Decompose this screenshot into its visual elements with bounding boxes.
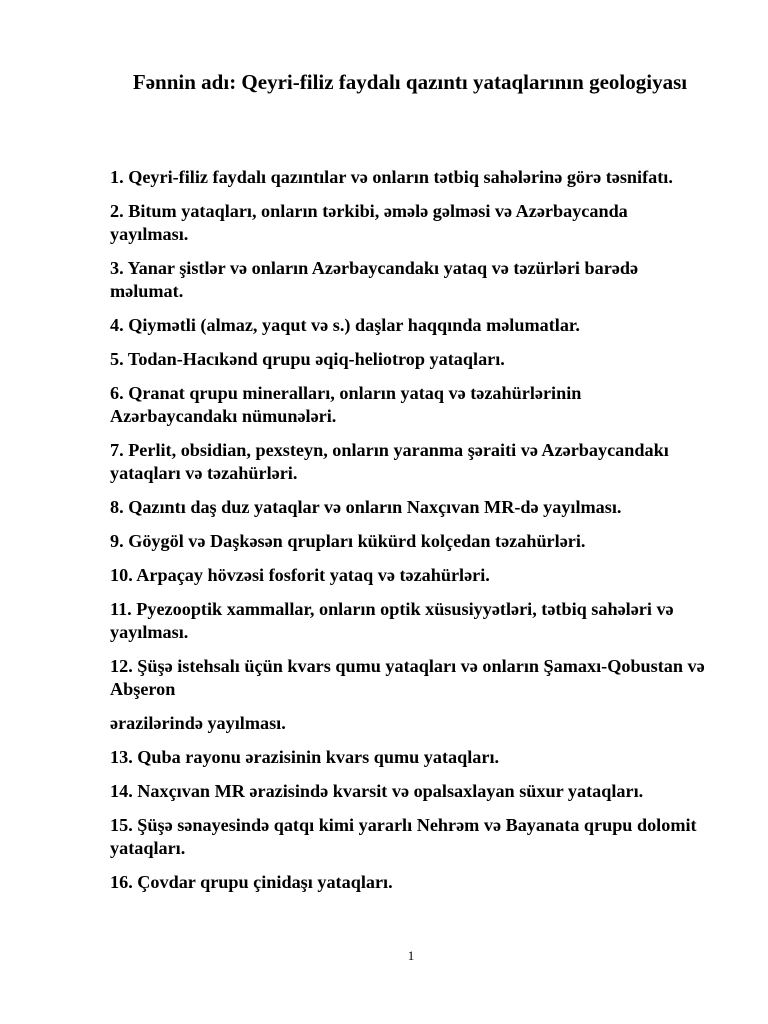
question-item-10: 10. Arpaçay hövzəsi fosforit yataq və təzahürləri. [110, 565, 490, 585]
question-item-11: 11. Pyezooptik xammallar, onların optik xüsusiyyətləri, tətbiq sahələri və yayılması. [110, 599, 674, 642]
question-item-12: 12. Şüşə istehsalı üçün kvars qumu yataqları və onların Şamaxı-Qobustan və Abşeron [110, 656, 705, 699]
question-item-5: 5. Todan-Hacıkənd qrupu əqiq-heliotrop yataqları. [110, 349, 505, 369]
question-item-2: 2. Bitum yataqları, onların tərkibi, əmələ gəlməsi və Azərbaycanda yayılması. [110, 201, 628, 244]
question-item-12-continued: ərazilərində yayılması. [110, 713, 286, 733]
question-item-1: 1. Qeyri-filiz faydalı qazıntılar və onların tətbiq sahələrinə görə təsnifatı. [110, 167, 673, 187]
question-item-3: 3. Yanar şistlər və onların Azərbaycandakı yataq və təzürləri barədə məlumat. [110, 258, 639, 301]
question-item-13: 13. Quba rayonu ərazisinin kvars qumu yataqları. [110, 747, 500, 767]
page-title: Fənnin adı: Qeyri-filiz faydalı qazıntı yataqlarının geologiyası [132, 70, 688, 94]
question-item-9: 9. Göygöl və Daşkəsən qrupları kükürd kolçedan təzahürləri. [110, 531, 586, 551]
question-item-7: 7. Perlit, obsidian, pexsteyn, onların yaranma şəraiti və Azərbaycandakı yataqları və təzahürləri. [110, 440, 669, 483]
question-item-8: 8. Qazıntı daş duz yataqlar və onların Naxçıvan MR-də yayılması. [110, 497, 622, 517]
question-item-14: 14. Naxçıvan MR ərazisində kvarsit və opalsaxlayan süxur yataqları. [110, 781, 644, 801]
question-list [110, 166, 710, 905]
page-number: 1 [407, 948, 415, 963]
question-item-4: 4. Qiymətli (almaz, yaqut və s.) daşlar haqqında məlumatlar. [110, 315, 580, 335]
question-item-15: 15. Şüşə sənayesində qatqı kimi yararlı Nehrəm və Bayanata qrupu dolomit yataqları. [110, 815, 697, 858]
question-item-16: 16. Çovdar qrupu çinidaşı yataqları. [110, 872, 393, 892]
question-item-6: 6. Qranat qrupu mineralları, onların yataq və təzahürlərinin Azərbaycandakı nümunələri. [110, 383, 582, 426]
